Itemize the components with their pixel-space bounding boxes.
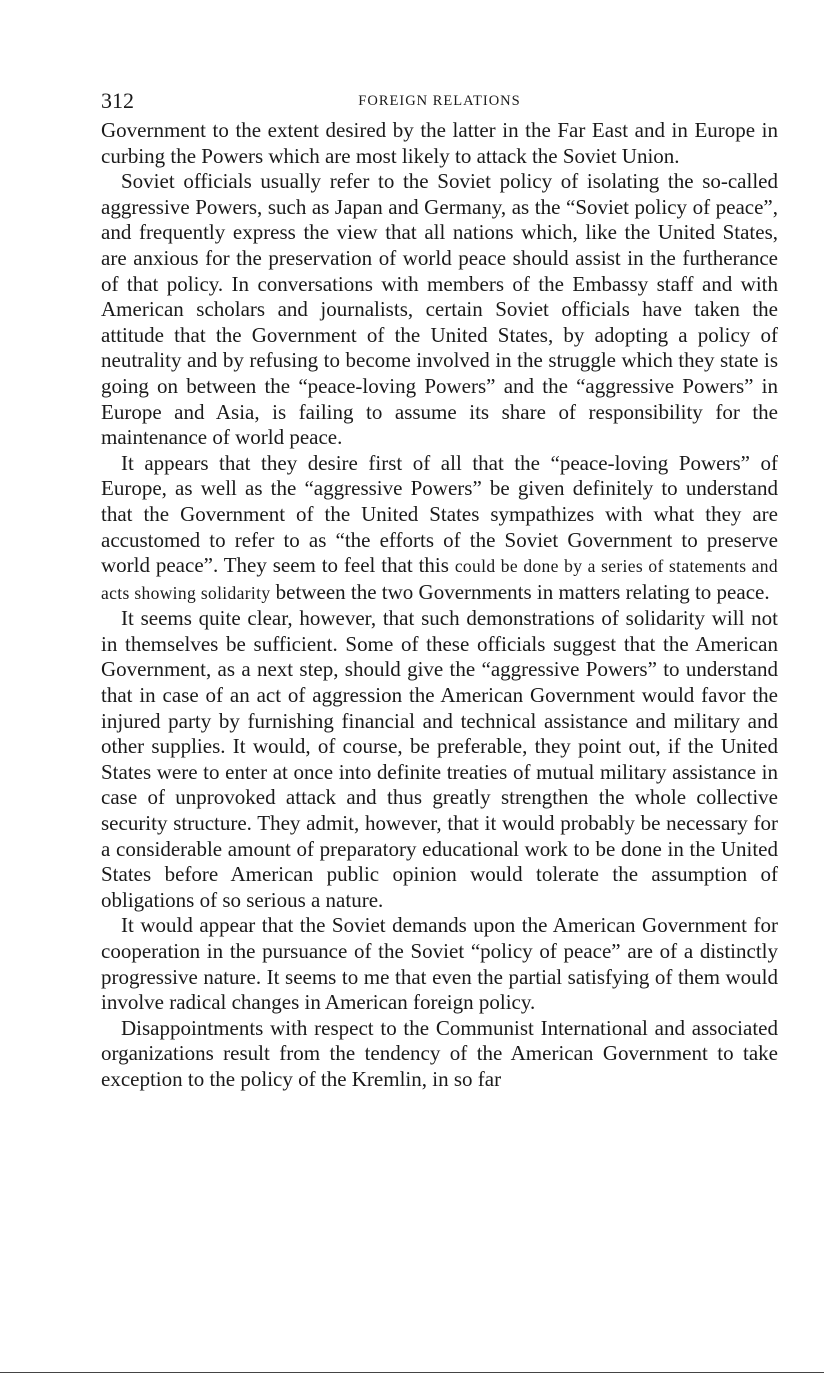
page-number: 312 bbox=[101, 88, 134, 113]
running-header bbox=[101, 84, 778, 118]
paragraph-demonstrations-of-solidarity: It seems quite clear, however, that such demonstrations of solidarity will not in themselves be sufficient. Some of these officials suggest that the American Government, as a next step, should give the “aggressive Powers” to understand that in case of an act of aggression the American Government would favor the injured party by furnishing financial and technical assistance and military and other supplies. It would, of course, be preferable, they point out, if the United States were to enter at once into definite treaties of mutual military assistance in case of unprovoked attack and thus greatly strengthen the whole collective security structure. They admit, however, that it would probably be necessary for a considerable amount of preparatory educational work to be done in the United States before American public opinion would tolerate the assumption of obligations of so serious a nature. bbox=[101, 606, 778, 912]
document-page bbox=[101, 84, 778, 1093]
paragraph-text-part: It appears that they desire first of all that the “peace-loving Powers” of Europe, as well as the “aggressive Powers” be given definitely to understand that the Government of the United States sympathizes with what they are accustomed to refer to as “the efforts of the Soviet Government to preserve world peace”. They seem to feel that this bbox=[101, 450, 778, 578]
paragraph-soviet-policy-of-peace: Soviet officials usually refer to the Soviet policy of isolating the so-called aggressive Powers, such as Japan and Germany, as the “Soviet policy of peace”, and frequently express the view that all nations which, like the United States, are anxious for the preservation of world peace should assist in the furtherance of that policy. In conversations with members of the Embassy staff and with American scholars and journalists, certain Soviet officials have taken the attitude that the Government of the United States, by adopting a policy of neutrality and by refusing to become involved in the struggle which they state is going on between the “peace-loving Powers” and the “aggressive Powers” in Europe and Asia, is failing to assume its share of responsibility for the maintenance of world peace. bbox=[101, 169, 778, 450]
page-bottom-rule bbox=[0, 1372, 824, 1373]
running-title: FOREIGN RELATIONS bbox=[358, 93, 521, 109]
paragraph-disappointments: Disappointments with respect to the Communist International and associated organizations result from the tendency of the American Government to take exception to the policy of the Kremlin, in so far bbox=[101, 1015, 778, 1091]
paragraph-text-small-line: could be done by a series of statements and acts showing solidarity bbox=[101, 556, 779, 603]
paragraph-peace-loving-powers bbox=[101, 451, 778, 607]
paragraph-soviet-demands: It would appear that the Soviet demands upon the American Government for cooperation in the pursuance of the Soviet “policy of peace” are of a distinctly progressive nature. It seems to me that even the partial satisfying of them would involve radical changes in American foreign policy. bbox=[101, 913, 778, 1015]
body-text bbox=[101, 118, 778, 1093]
paragraph-text-part: between the two Governments in matters relating to peace. bbox=[275, 579, 770, 604]
paragraph-continuation: Government to the extent desired by the latter in the Far East and in Europe in curbing the Powers which are most likely to attack the Soviet Union. bbox=[101, 118, 778, 168]
